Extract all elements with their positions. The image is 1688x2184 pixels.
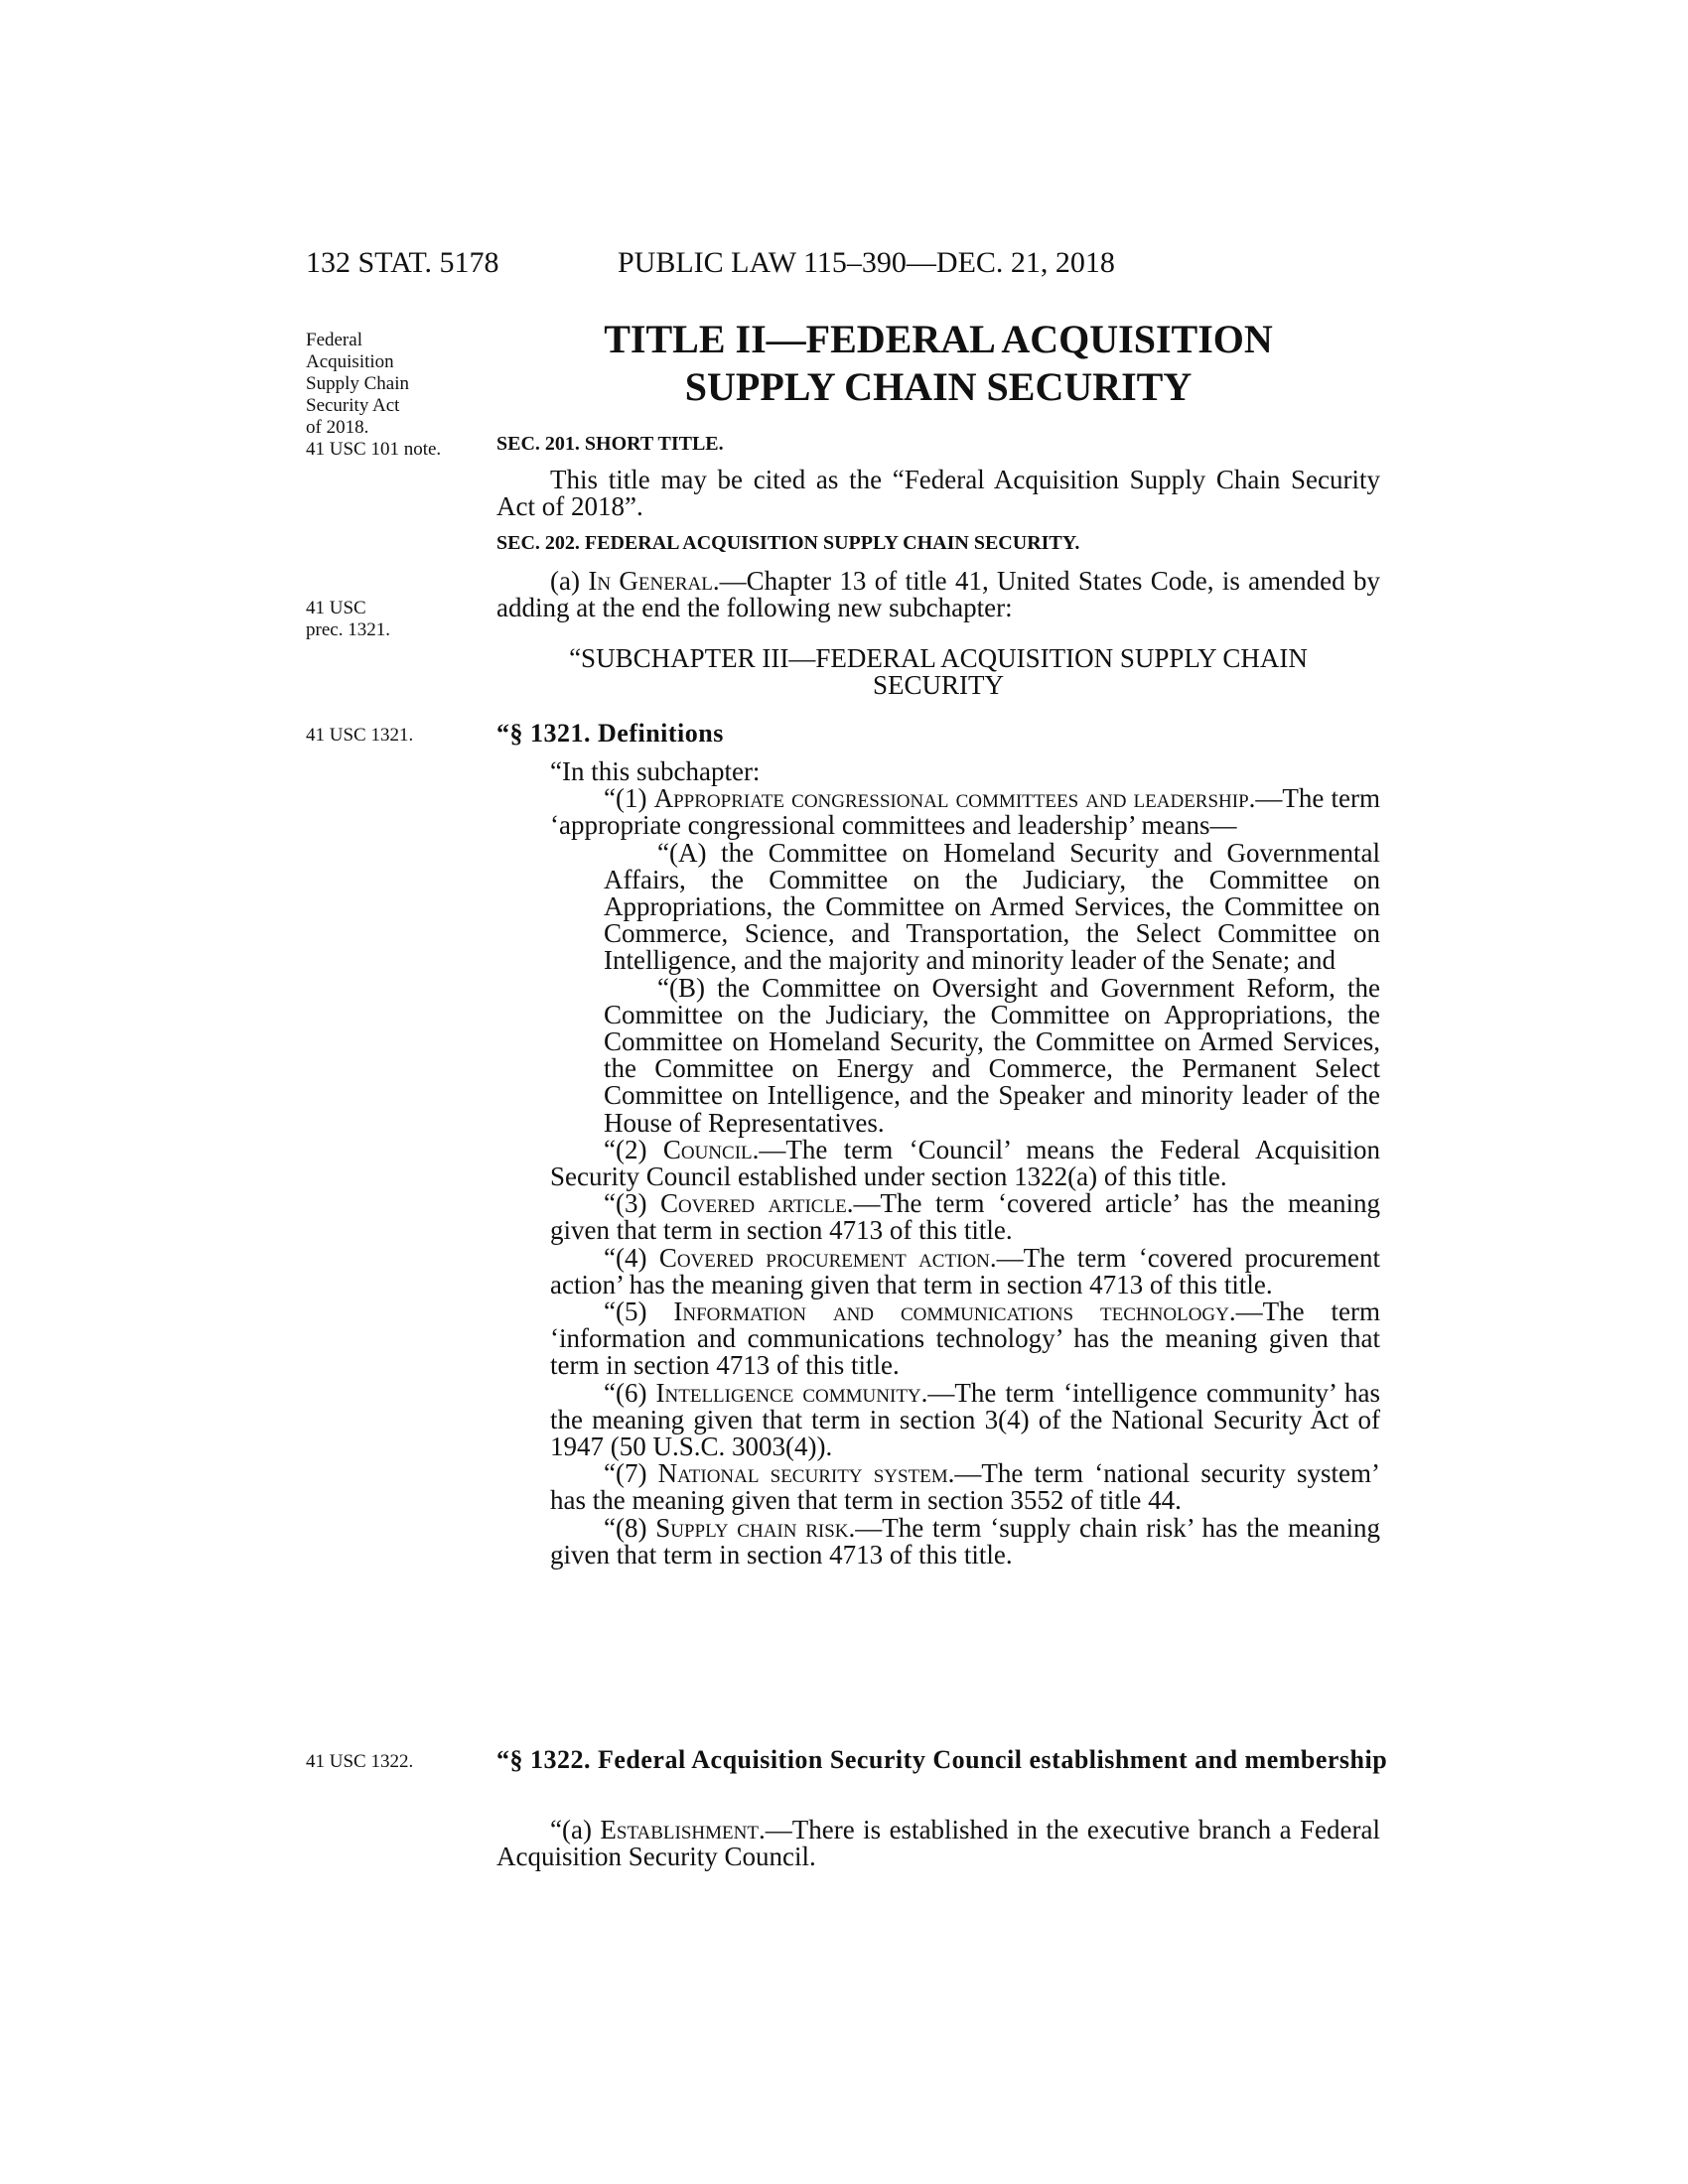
margin-note-line: 41 USC (306, 598, 366, 618)
margin-note-line: Federal (306, 330, 362, 350)
definition-1-b: “(B) the Committee on Oversight and Government Reform, the Committee on the Judiciary, the Committee on Appropriations, the Committee on Homeland Security, the Committee on Armed Services, the Committee on Energy and Commerce, the Permanent Select Committee on Intelligence, and the Speaker and minority leader of the House of Representatives. (604, 972, 1380, 1138)
definition-6 (496, 1377, 1381, 1462)
para-number: “(a) (550, 1815, 601, 1844)
title-line-1: TITLE II—FEDERAL ACQUISITION (604, 317, 1273, 361)
para-text: .—The term ‘national security system’ has the meaning given that term in section 3552 of title 44. (550, 1458, 1380, 1516)
para-text: .—The term ‘appropriate congressional committees and leadership’ means— (550, 783, 1381, 841)
para-caption: Information and communications technology (673, 1297, 1229, 1327)
margin-note-prec-1321 (306, 598, 390, 641)
section-1322-heading: “§ 1322. Federal Acquisition Security Council establishment and membership (496, 1745, 1388, 1774)
stat-page-number: 132 STAT. 5178 (306, 246, 499, 279)
section-1322-a (496, 1817, 1380, 1870)
definition-1 (496, 785, 1380, 839)
para-number: “(3) (604, 1188, 661, 1219)
para-number: “(2) (604, 1134, 663, 1164)
para-text: .—The term ‘covered procurement action’ has the meaning given that term in section 4713 of this title. (550, 1242, 1380, 1299)
para-number: “(4) (604, 1242, 659, 1273)
margin-note-short-title (306, 330, 441, 461)
subchapter-line-2: SECURITY (872, 670, 1004, 700)
sec-201-text: This title may be cited as the “Federal Acquisition Supply Chain Security Act of 2018”. (496, 465, 1380, 522)
subchapter-heading (496, 645, 1380, 699)
public-law-header: PUBLIC LAW 115–390—DEC. 21, 2018 (618, 246, 1115, 279)
subchapter-line-1: “SUBCHAPTER III—FEDERAL ACQUISITION SUPPLY CHAIN (569, 643, 1308, 673)
margin-note-line: of 2018. (306, 417, 369, 438)
para-caption: Covered procurement action (658, 1242, 990, 1273)
para-text: .—The term ‘covered article’ has the meaning given that term in section 4713 of this title. (550, 1188, 1380, 1246)
para-text: .—The term ‘intelligence community’ has the meaning given that term in section 3(4) of the National Security Act of 1947 (50 U.S.C. 3003(4)). (550, 1377, 1381, 1462)
definition-2 (496, 1134, 1380, 1192)
para-number: “(8) (604, 1512, 656, 1543)
para-number: “(7) (604, 1458, 658, 1489)
definition-4 (496, 1242, 1380, 1299)
para-caption: Establishment (600, 1815, 759, 1844)
margin-note-line: Acquisition (306, 351, 394, 372)
title-heading (496, 316, 1380, 411)
para-number: “(5) (604, 1297, 674, 1327)
margin-note-line: 41 USC 101 note. (306, 439, 442, 460)
para-text: .—The term ‘information and communications technology’ has the meaning given that term in section 4713 of this title. (550, 1297, 1380, 1381)
para-text: .—There is established in the executive branch a Federal Acquisition Security Council. (496, 1815, 1380, 1872)
sec-202-heading: SEC. 202. FEDERAL ACQUISITION SUPPLY CHAIN SECURITY. (496, 532, 1080, 554)
definition-5 (496, 1298, 1380, 1380)
para-text: .—The term ‘Council’ means the Federal Acquisition Security Council established under section 1322(a) of this title. (550, 1134, 1380, 1192)
definition-8 (496, 1512, 1381, 1570)
para-caption: Supply chain risk (655, 1512, 849, 1543)
margin-note-1322: 41 USC 1322. (306, 1751, 414, 1772)
definition-3 (496, 1190, 1380, 1244)
definition-1-a: “(A) the Committee on Homeland Security and Governmental Affairs, the Committee on the Judiciary, the Committee on Appropriations, the Committee on Armed Services, the Committee on Commerce, Science, and Transportation, the Select Committee on Intelligence, and the majority and minority leader of the Senate; and (604, 837, 1380, 976)
para-text: .—The term ‘supply chain risk’ has the meaning given that term in section 4713 of this title. (550, 1512, 1381, 1570)
section-1321-heading: “§ 1321. Definitions (496, 719, 724, 748)
margin-note-line: prec. 1321. (306, 619, 390, 640)
para-caption: Appropriate congressional committees and leadership (653, 783, 1249, 814)
sec-201-heading: SEC. 201. SHORT TITLE. (496, 433, 724, 455)
definitions-intro: “In this subchapter: (550, 756, 761, 786)
sec-202-a (496, 568, 1380, 621)
para-caption: In General (588, 566, 713, 596)
para-caption: National security system (657, 1458, 948, 1489)
para-number: (a) (550, 566, 589, 596)
para-number: “(6) (604, 1377, 656, 1408)
margin-note-1321: 41 USC 1321. (306, 725, 414, 746)
para-caption: Intelligence community (655, 1377, 921, 1408)
para-number: “(1) (604, 783, 654, 814)
definition-7 (496, 1460, 1380, 1514)
para-caption: Council (662, 1134, 753, 1164)
section-1321-body (496, 758, 1380, 1569)
margin-note-line: Supply Chain (306, 373, 409, 394)
para-caption: Covered article (660, 1188, 847, 1219)
title-line-2: SUPPLY CHAIN SECURITY (684, 364, 1193, 409)
margin-note-line: Security Act (306, 395, 400, 416)
para-text: .—Chapter 13 of title 41, United States Code, is amended by adding at the end the following new subchapter: (496, 566, 1380, 623)
